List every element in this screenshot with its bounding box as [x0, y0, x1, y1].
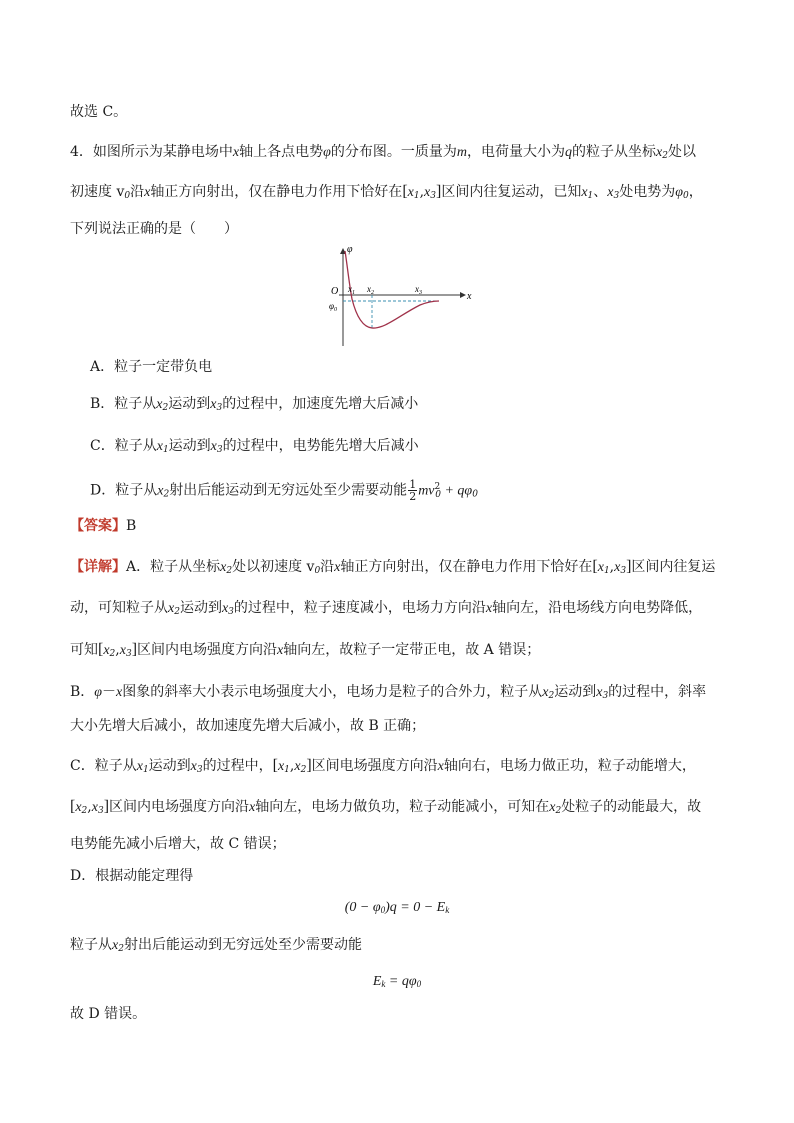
potential-curve	[345, 251, 439, 328]
stem-text: 沿	[130, 184, 145, 200]
explain-line-3: 可知$[x_2,x_3]$区间内电场强度方向沿x轴向左，故粒子一定带正电，故 A 错误；	[70, 641, 541, 659]
explain-line-9: D．根据动能定理得	[70, 868, 194, 884]
subscript: 2	[174, 607, 180, 617]
label-x3: $x_3$	[415, 284, 422, 296]
subscript: 3	[620, 566, 627, 576]
subscript: 3	[228, 607, 234, 617]
explain-text: 处粒子的动能最大，故	[561, 799, 702, 815]
explain-text: 区间内电场强度方向沿	[137, 642, 278, 658]
subscript: 3	[125, 649, 132, 659]
subscript: 0	[682, 191, 689, 201]
option-text: 运动到	[168, 396, 211, 412]
subscript: 2	[163, 489, 170, 500]
option-c	[90, 436, 419, 460]
var-x3: x	[221, 601, 229, 616]
explain-line-2	[70, 598, 702, 622]
axis-label-phi: φ	[347, 244, 353, 255]
var-m: m	[456, 145, 468, 160]
eq-part: )q = 0 − E	[385, 900, 446, 915]
var-phi0: φ	[675, 185, 683, 200]
subscript: 3	[216, 403, 223, 413]
var-x3: x	[210, 397, 217, 412]
var-x: x	[485, 601, 493, 616]
subscript: 2	[226, 566, 233, 576]
var-x2: x	[542, 685, 549, 700]
formula-mv: mv	[418, 483, 435, 499]
subscript: 1	[162, 445, 169, 455]
stem-text: 处以	[667, 144, 696, 160]
subscript: 3	[602, 691, 609, 701]
stem-text: 区间内往复运动，已知	[441, 184, 582, 200]
var-x2: x	[157, 483, 164, 499]
bracket-close: ]	[131, 641, 138, 658]
subscript: 2	[662, 151, 668, 161]
explain-text: 区间内电场强度方向沿	[109, 799, 250, 815]
subscript: 1	[413, 191, 420, 201]
var-q: q	[565, 145, 573, 160]
answer-value: B	[126, 518, 137, 534]
explain-text: B．	[70, 684, 95, 700]
eq-part: = qφ	[385, 974, 417, 989]
stem-text: ，	[688, 184, 703, 200]
var-x3: x	[91, 800, 98, 815]
bracket-close: ]	[626, 558, 632, 575]
stem-text: 的分布图。一质量为	[330, 144, 457, 160]
question-stem-line-2: 初速度 $v_0$沿x轴正方向射出，仅在静电力作用下恰好在$[x_1,x_3]$区间内往复运动，已知$x_1$、$x_3$处电势为$\varphi_0$，	[70, 183, 703, 201]
explain-text: 的过程中，粒子速度减小，电场力方向沿	[233, 600, 486, 616]
var-x1: x	[136, 759, 143, 774]
var-x3: x	[210, 439, 217, 454]
option-a: A．粒子一定带负电	[90, 359, 213, 375]
subscript: 0	[124, 191, 131, 201]
subscript: 2	[548, 691, 555, 701]
stem-text: ，电荷量大小为	[467, 144, 566, 160]
eq-part: E	[372, 974, 382, 989]
var-x: x	[116, 685, 123, 700]
subscript: 2	[81, 806, 88, 816]
bracket-close: ]	[103, 798, 110, 815]
bracket-close: ]	[436, 183, 442, 200]
explain-line-8: 电势能先减小后增大，故 C 错误；	[70, 836, 286, 852]
var-x: x	[334, 560, 341, 575]
var-x: x	[232, 145, 240, 160]
bracket-open: [	[70, 798, 76, 815]
var-x2: x	[112, 938, 119, 953]
subscript: k	[445, 905, 450, 915]
label-x2: $x_2$	[367, 284, 374, 296]
var-x2: x	[75, 800, 82, 815]
var-x3: x	[119, 643, 126, 658]
question-number: 4．	[70, 144, 93, 160]
subscript: 1	[142, 765, 149, 775]
var-x1: x	[277, 759, 285, 774]
bracket-close: ]	[306, 757, 312, 774]
option-b	[90, 394, 418, 418]
answer-line	[70, 516, 136, 536]
var-phi: φ	[94, 685, 103, 700]
option-d	[90, 477, 478, 505]
stem-text: 的粒子从坐标	[572, 144, 657, 160]
explain-line-1: 【详解】A．粒子从坐标$x_2$处以初速度 $v_0$沿x轴正方向射出，仅在静电力作用下恰好在$[x_1,x_3]$区间内往复运	[70, 558, 716, 576]
bracket-open: [	[272, 757, 278, 774]
fraction-one-half: $\frac{1}{2}$	[409, 478, 417, 504]
equation-min-kinetic-energy	[0, 972, 794, 994]
explain-line-11: 故 D 错误。	[70, 1006, 147, 1022]
explain-text: 粒子从	[70, 937, 112, 953]
explain-text: 运动到	[554, 684, 597, 700]
option-text: 的过程中，加速度先增大后减小	[222, 396, 419, 412]
stem-text: 初速度 v	[70, 184, 125, 200]
var-x3: x	[596, 685, 603, 700]
subscript: k	[381, 979, 386, 989]
potential-graph	[325, 243, 475, 348]
explain-line-6: C．粒子从$x_1$运动到$x_3$的过程中，$[x_1,x_2]$区间电场强度方向沿x轴向右，电场力做正功，粒子动能增大，	[70, 757, 696, 775]
explain-text: 的过程中，	[202, 758, 273, 774]
stem-text: 轴上各点电势	[239, 144, 324, 160]
separator: 、	[593, 184, 608, 200]
var-x: x	[277, 643, 284, 658]
var-x: x	[249, 800, 256, 815]
var-x3: x	[614, 560, 621, 575]
option-text: 射出后能运动到无穷远处至少需要动能	[169, 482, 408, 499]
superscript: 2	[434, 482, 441, 492]
subscript: 3	[216, 445, 223, 455]
label-x1: $x_1$	[348, 284, 355, 296]
explain-text: 的过程中，斜率	[608, 684, 707, 700]
question-stem-line-3: 下列说法正确的是（ ）	[70, 221, 238, 237]
explain-text: 处以初速度 v	[232, 559, 315, 575]
option-text: 的过程中，电势能先增大后减小	[222, 438, 419, 454]
subscript: 0	[435, 489, 441, 500]
option-text: D．粒子从	[90, 482, 158, 499]
explain-text: 区间内往复运	[631, 559, 716, 575]
var-x2: x	[294, 759, 301, 774]
subscript: 3	[196, 765, 203, 775]
origin-label: O	[331, 286, 339, 297]
var-x2: x	[220, 560, 227, 575]
subscript: 0	[416, 979, 422, 989]
subscript: 3	[97, 806, 104, 816]
explain-text: 轴向左，沿电场线方向电势降低，	[492, 600, 703, 616]
label-phi0: $\varphi_0$	[329, 301, 337, 313]
axis-label-x: x	[467, 291, 472, 302]
stem-text: 处电势为	[619, 184, 676, 200]
subscript: 1	[603, 566, 610, 576]
explain-text: 轴向左，故粒子一定带正电，故 A 错误；	[283, 642, 541, 658]
answer-label: 【答案】	[70, 518, 126, 534]
explain-text: 动，可知粒子从	[70, 600, 168, 616]
var-x1: x	[597, 560, 604, 575]
subscript: 2	[162, 403, 169, 413]
subscript: 0	[472, 489, 478, 500]
var-x1: x	[407, 185, 414, 200]
subscript: 2	[555, 806, 562, 816]
var-x3: x	[190, 759, 197, 774]
var-x2: x	[156, 397, 163, 412]
equation-work-energy	[0, 898, 794, 920]
dash: －	[102, 684, 117, 700]
explain-label: 【详解】	[70, 559, 126, 575]
explain-text: 运动到	[179, 600, 222, 616]
explain-line-7: $[x_2,x_3]$区间内电场强度方向沿x轴向左，电场力做负功，粒子动能减小，可知在$x_2$处粒子的动能最大，故	[70, 798, 702, 816]
var-x2: x	[168, 601, 175, 616]
subscript: 2	[109, 649, 116, 659]
option-text: B．粒子从	[90, 396, 157, 412]
var-x2: x	[656, 145, 663, 160]
stem-text: 如图所示为某静电场中	[92, 144, 233, 160]
explain-text: 运动到	[148, 758, 191, 774]
subscript: 2	[118, 944, 124, 954]
explain-text: C．粒子从	[70, 758, 137, 774]
var-x1: x	[156, 439, 163, 454]
var-x2: x	[549, 800, 556, 815]
prev-answer-ending: 故选 C。	[70, 104, 128, 120]
explain-text: 图象的斜率大小表示电场强度大小，电场力是粒子的合外力，粒子从	[122, 684, 543, 700]
explain-text: 射出后能运动到无穷远处至少需要动能	[123, 937, 362, 953]
var-phi: φ	[323, 145, 331, 160]
stem-text: 轴正方向射出，仅在静电力作用下恰好在	[150, 184, 403, 200]
var-x1: x	[581, 185, 588, 200]
bracket-open: [	[402, 183, 408, 200]
explain-text: 可知	[70, 642, 98, 658]
bracket-open: [	[98, 641, 104, 658]
explain-line-5: 大小先增大后减小，故加速度先增大后减小，故 B 正确；	[70, 718, 426, 734]
subscript: 3	[430, 191, 436, 201]
subscript: 2	[300, 765, 307, 775]
option-text: 运动到	[168, 438, 211, 454]
explain-text: 轴向右，电场力做正功，粒子动能增大，	[443, 758, 696, 774]
var-x: x	[144, 185, 151, 200]
explain-text: 区间电场强度方向沿	[311, 758, 438, 774]
var-x2: x	[103, 643, 110, 658]
explain-line-4	[70, 682, 706, 706]
explain-line-10	[70, 935, 362, 959]
var-x3: x	[424, 185, 431, 200]
bracket-open: [	[592, 558, 598, 575]
subscript: 1	[284, 765, 290, 775]
option-text: C．粒子从	[90, 438, 157, 454]
subscript: 0	[380, 905, 386, 915]
question-stem-line-1	[70, 142, 696, 166]
formula-qphi: + qφ	[440, 483, 473, 499]
explain-text: 沿	[320, 559, 335, 575]
subscript: 1	[587, 191, 594, 201]
explain-text: A．粒子从坐标	[126, 559, 221, 575]
explain-text: 轴正方向射出，仅在静电力作用下恰好在	[340, 559, 593, 575]
explain-text: 轴向左，电场力做负功，粒子动能减小，可知在	[255, 799, 550, 815]
subscript: 3	[613, 191, 620, 201]
subscript: 0	[314, 566, 321, 576]
eq-part: (0 − φ	[344, 900, 381, 915]
var-x: x	[437, 759, 444, 774]
var-x3: x	[607, 185, 614, 200]
